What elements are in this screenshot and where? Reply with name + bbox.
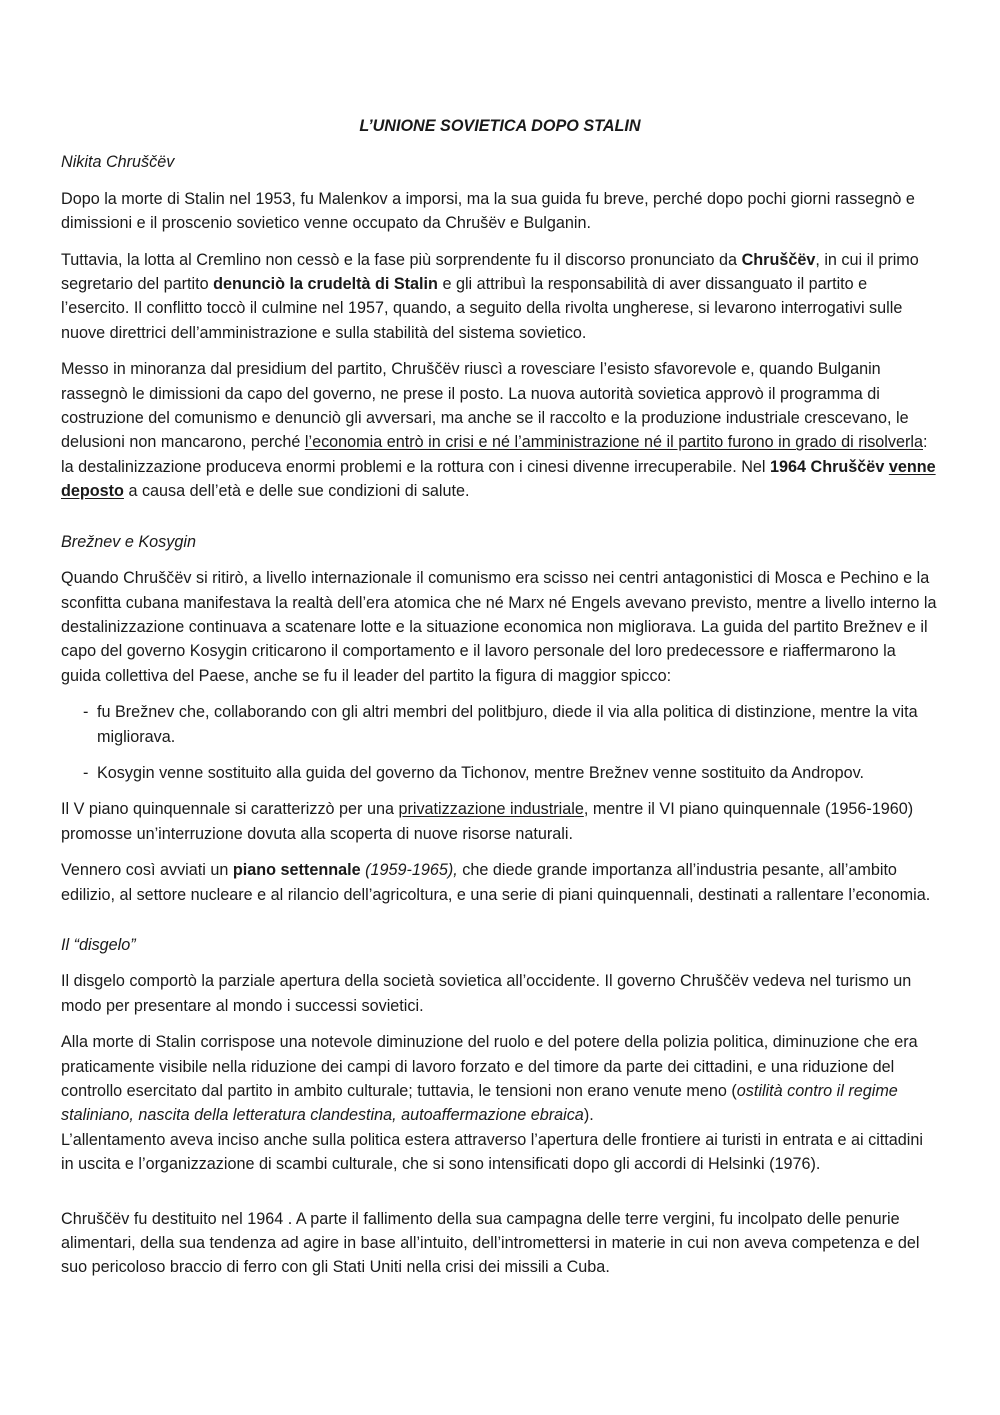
text-run: Messo in minoranza dal presidium del partito, Chruščëv riuscì a rovesciare l’esisto sfavorevole e, quando Bulganin rassegnò le dimissioni da capo del governo, ne prese il posto. La nuova autorità sovietica approvò il programma di costruzione del comunismo e denunciò gli avversari, ma anche se il raccolto e la produzione industriale crescevano, le delusioni non mancarono, perché — [61, 360, 909, 452]
section-heading-disgelo: Il “disgelo” — [61, 935, 136, 954]
list-item — [83, 700, 939, 749]
text-run: , in cui il primo segretario del partito — [61, 250, 919, 294]
paragraph: Dopo la morte di Stalin nel 1953, fu Malenkov a imporsi, ma la sua guida fu breve, perché dopo pochi giorni rassegnò e dimissioni e il proscenio sovietico venne occupato da Chrušëv e Bulganin. — [61, 189, 915, 233]
section-heading-breznev-kosygin: Brežnev e Kosygin — [61, 532, 196, 551]
text-run: Il V piano quinquennale si caratterizzò per una — [61, 800, 399, 819]
italic-text: ostilità contro il regime staliniano, nascita della letteratura clandestina, autoaffermazione ebraica — [61, 1082, 898, 1125]
bold-text: Chruščëv — [741, 250, 816, 269]
paragraph: Chruščëv fu destituito nel 1964 . A parte il fallimento della sua campagna delle terre vergini, fu incolpato delle penurie alimentari, della sua tendenza ad agire in base all’intuito, dell’intromettersi in materie in cui non aveva competenza e del suo pericoloso braccio di ferro con gli Stati Uniti nella crisi dei missili a Cuba. — [61, 1209, 920, 1277]
paragraph — [61, 357, 939, 503]
text-run: Alla morte di Stalin corrispose una notevole diminuzione del ruolo e del potere della polizia politica, diminuzione che era praticamente visibile nella riduzione dei campi di lavoro forzato e del timore da parte dei cittadini, e una riduzione del controllo esercitato dal partito in ambito culturale; tuttavia, le tensioni non erano venute meno ( — [61, 1033, 918, 1100]
document-body — [61, 114, 939, 1292]
text-run: , mentre il VI piano quinquennale (1956-1960) promosse un’interruzione dovuta alla scoperta di nuove risorse naturali. — [61, 800, 914, 843]
text-run: L’allentamento aveva inciso anche sulla politica estera attraverso l’apertura delle frontiere ai turisti in entrata e ai cittadini in uscita e l’organizzazione di scambi culturale, che si sono intensificati dopo gli accordi di Helsinki (1976). — [61, 1130, 924, 1174]
list-marker: - — [83, 763, 89, 782]
document-title: L’UNIONE SOVIETICA DOPO STALIN — [359, 117, 641, 135]
paragraph — [61, 248, 939, 346]
list-item — [83, 761, 939, 785]
paragraph: Quando Chruščëv si ritirò, a livello internazionale il comunismo era scisso nei centri antagonistici di Mosca e Pechino e la sconfitta cubana manifestava la realtà dell’era atomica che né Marx né Engels avevano previsto, mentre a livello interno la destalinizzazione continuava a scatenare lotte e la situazione economica non migliorava. La guida del partito Brežnev e il capo del governo Kosygin criticarono il comportamento e il lavoro personale del loro predecessore e riaffermarono la guida collettiva del Paese, anche se fu il leader del partito la figura di maggior spicco: — [61, 569, 937, 685]
text-run: Tuttavia, la lotta al Cremlino non cessò e la fase più sorprendente fu il discorso pronunciato da — [61, 250, 742, 269]
list-item-text: fu Brežnev che, collaborando con gli altri membri del politbjuro, diede il via alla politica di distinzione, mentre la vita migliorava. — [97, 703, 918, 746]
text-run: e gli attribuì la responsabilità di aver dissanguato il partito e l’esercito. Il conflitto toccò il culmine nel 1957, quando, a seguito della rivolta ungherese, si levarono interrogativi sulle nuove direttrici dell’amministrazione e sulla stabilità del sistema sovietico. — [61, 275, 903, 342]
dash-list — [61, 700, 939, 785]
text-run: che diede grande importanza all’industria pesante, all’ambito edilizio, al settore nucleare e al rilancio dell’agricoltura, e una serie di piani quinquennali, destinati a rallentare l’economia. — [61, 861, 931, 904]
paragraph — [61, 797, 939, 846]
bold-text: 1964 Chruščëv — [770, 457, 889, 476]
list-marker: - — [83, 703, 89, 722]
italic-text: (1959-1965), — [360, 861, 458, 880]
paragraph — [61, 1030, 939, 1176]
text-run: a causa dell’età e delle sue condizioni di salute. — [123, 482, 470, 501]
paragraph: Il disgelo comportò la parziale apertura della società sovietica all’occidente. Il governo Chruščëv vedeva nel turismo un modo per presentare al mondo i successi sovietici. — [61, 972, 912, 1015]
underlined-text: privatizzazione industriale — [398, 800, 584, 819]
underlined-text: l’economia entrò in crisi e né l’amministrazione né il partito furono in grado di risolverla — [304, 433, 923, 452]
text-run: Vennero così avviati un — [61, 861, 233, 880]
bold-text: denunciò la crudeltà di Stalin — [213, 275, 438, 294]
section-heading-chruscev: Nikita Chruščëv — [61, 153, 175, 172]
paragraph — [61, 858, 939, 907]
text-run: ). — [583, 1106, 594, 1125]
text-run: : la destalinizzazione produceva enormi problemi e la rottura con i cinesi divenne irrecuperabile. Nel — [61, 433, 928, 476]
bold-text: piano settennale — [232, 861, 361, 880]
underlined-text: venne deposto — [61, 457, 936, 501]
list-item-text: Kosygin venne sostituito alla guida del governo da Tichonov, mentre Brežnev venne sostituito da Andropov. — [97, 763, 864, 782]
